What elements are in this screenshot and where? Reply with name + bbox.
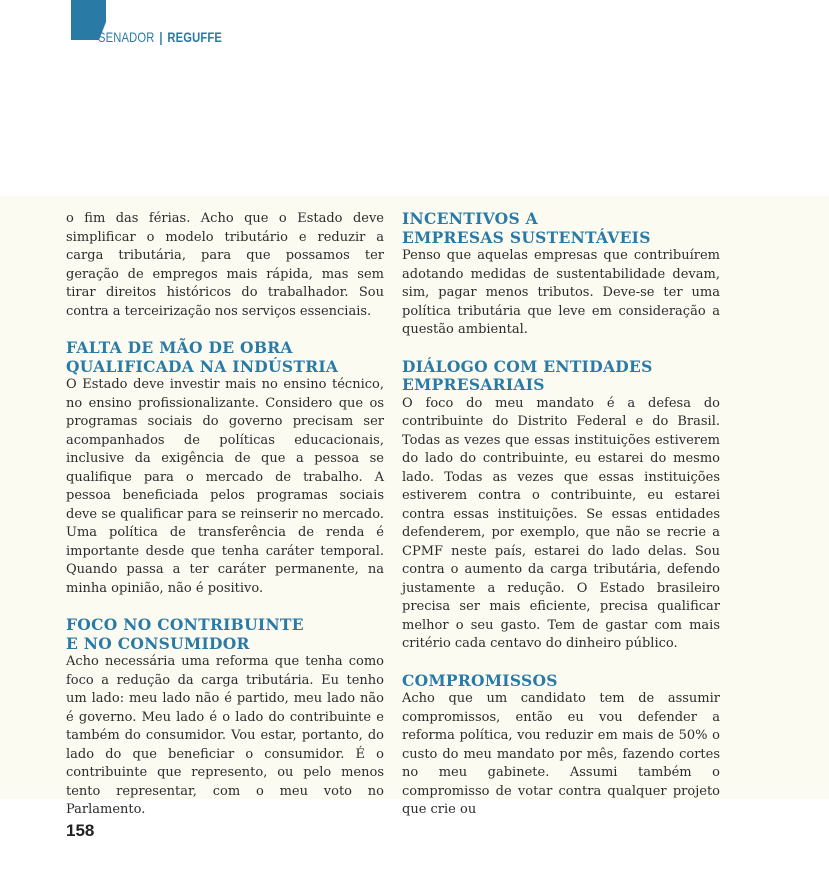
heading-line: EMPRESAS SUSTENTÁVEIS (402, 227, 651, 247)
heading-line: E NO CONSUMIDOR (66, 633, 250, 653)
intro-paragraph: o fim das férias. Acho que o Estado deve simplificar o modelo tributário e reduzir a carga tributária, para que possamos ter geração de empregos mais rápida, mas sem tirar direitos históricos do trabalhador. Sou contra a terceirização nos serviços essenciais. (66, 211, 384, 319)
heading-line: EMPRESARIAIS (402, 375, 545, 394)
section-body: O Estado deve investir mais no ensino técnico, no ensino profissionalizante. Considero que os programas sociais do governo precisam ser acompanhados de políticas educacionais, inclusive da exigência de que a pessoa se qualifique para o mercado de trabalho. A pessoa beneficiada pelos programas sociais deve se qualificar para se reinserir no mercado. Uma política de transferência de renda é importante desde que tenha caráter temporal. Quando passa a ter caráter permanente, na minha opinião, não é positivo. (66, 377, 384, 596)
heading-line: FOCO NO CONTRIBUINTE (66, 615, 304, 634)
heading-line: DIÁLOGO COM ENTIDADES (402, 356, 653, 376)
section-mao-de-obra (66, 339, 384, 598)
intro-section (66, 210, 384, 321)
section-body: Acho necessária uma reforma que tenha como foco a redução da carga tributária. Eu tenho um lado: meu lado não é partido, meu lado não é governo. Meu lado é o lado do contribuinte e também do consumidor. Vou estar, portanto, do lado do que beneficiar o consumidor. É o contribuinte que represento, ou pelo menos tento representar, com o meu voto no Parlamento. (66, 654, 384, 817)
section-foco-contribuinte (66, 616, 384, 820)
heading-line: COMPROMISSOS (402, 670, 558, 690)
header-label (98, 29, 222, 45)
left-column (66, 210, 384, 820)
heading-line: QUALIFICADA NA INDÚSTRIA (66, 356, 339, 376)
header-title: SENADOR (98, 29, 155, 45)
right-column (402, 210, 720, 820)
section-heading (66, 339, 384, 376)
page-number: 158 (66, 821, 95, 840)
section-dialogo (402, 358, 720, 654)
section-heading (402, 210, 720, 247)
section-heading (66, 616, 384, 653)
section-body: Acho que um candidato tem de assumir compromissos, então eu vou defender a reforma política, vou reduzir em mais de 50% o custo do meu mandato por mês, fazendo cortes no meu gabinete. Assumi também o compromisso de votar contra qualquer projeto que crie ou (402, 691, 720, 817)
header-name: REGUFFE (167, 29, 223, 45)
section-heading (402, 358, 720, 395)
section-incentivos (402, 210, 720, 340)
section-heading (402, 672, 720, 691)
header-separator: | (159, 29, 163, 45)
heading-line: INCENTIVOS A (402, 209, 538, 228)
section-compromissos (402, 672, 720, 820)
section-body: O foco do meu mandato é a defesa do contribuinte do Distrito Federal e do Brasil. Todas as vezes que essas instituições estiverem do lado do contribuinte, eu estarei do mesmo lado. Todas as vezes que essas instituições estiverem contra o contribuinte, eu estarei contra essas instituições. Se essas entidades defenderem, por exemplo, que não se recrie a CPMF neste país, estarei do lado delas. Sou contra o aumento da carga tributária, defendo justamente a redução. O Estado brasileiro precisa ser mais eficiente, precisa qualificar melhor o seu gasto. Tem de gastar com mais critério cada centavo do dinheiro público. (402, 395, 720, 651)
section-body: Penso que aquelas empresas que contribuírem adotando medidas de sustentabilidade devam, sim, pagar menos tributos. Deve-se ter uma política tributária que leve em consideração a questão ambiental. (402, 248, 720, 337)
heading-line: FALTA DE MÃO DE OBRA (66, 338, 293, 357)
